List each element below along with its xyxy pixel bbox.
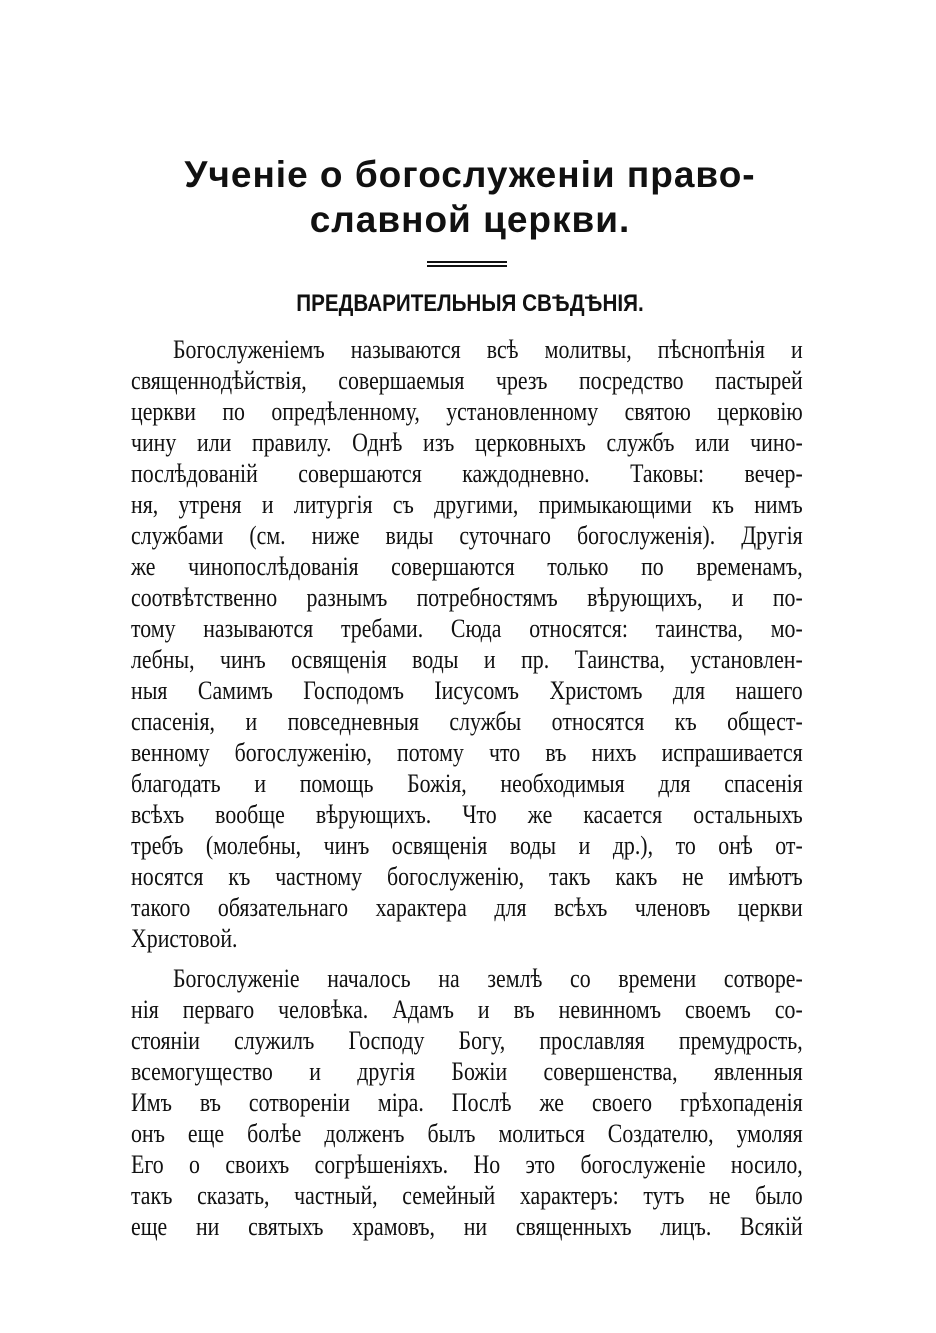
text-line: Его о своихъ согрѣшеніяхъ. Но это богослуженіе носило, xyxy=(131,1150,803,1179)
text-line: нія перваго человѣка. Адамъ и въ невинномъ своемъ со- xyxy=(131,995,803,1024)
text-line: ня, утреня и литургія съ другими, примыкающими къ нимъ xyxy=(131,490,803,519)
text-line: такого обязательнаго характера для всѣхъ членовъ церкви xyxy=(131,893,803,922)
text-line: тому называются требами. Сюда относятся: таинства, мо- xyxy=(131,614,803,643)
text-line: требъ (молебны, чинъ освященія воды и др.), то онѣ от- xyxy=(131,831,803,860)
text-line: всемогущество и другія Божіи совершенства, явленныя xyxy=(131,1057,803,1086)
text-line: послѣдованій совершаются каждодневно. Таковы: вечер- xyxy=(131,459,803,488)
text-line: такъ сказать, частный, семейный характеръ: тутъ не было xyxy=(131,1181,803,1210)
text-line: онъ еще болѣе долженъ былъ молиться Создателю, умоляя xyxy=(131,1119,803,1148)
text-line: службами (см. ниже виды суточнаго богослуженія). Другія xyxy=(131,521,803,550)
chapter-title-line-1: Ученіе о богослуженіи право- xyxy=(184,154,756,195)
text-line: еще ни святыхъ храмовъ, ни священныхъ лицъ. Всякій xyxy=(131,1212,803,1241)
text-line: соотвѣтственно разнымъ потребностямъ вѣрующихъ, и по- xyxy=(131,583,803,612)
text-line: чину или правилу. Однѣ изъ церковныхъ службъ или чино- xyxy=(131,428,803,457)
text-line: Имъ въ сотвореніи міра. Послѣ же своего грѣхопаденія xyxy=(131,1088,803,1117)
text-line: же чинопослѣдованія совершаются только по временамъ, xyxy=(131,552,803,581)
text-line: Богослуженіемъ называются всѣ молитвы, пѣснопѣнія и xyxy=(173,335,803,364)
text-line: стояніи служилъ Господу Богу, прославляя премудрость, xyxy=(131,1026,803,1055)
section-heading: ПРЕДВАРИТЕЛЬНЫЯ СВѢДѢНІЯ. xyxy=(296,290,644,317)
title-divider xyxy=(427,261,507,267)
text-line: Христовой. xyxy=(131,924,238,953)
text-line: спасенія, и повседневныя службы относятся къ общест- xyxy=(131,707,803,736)
text-line: носятся къ частному богослуженію, такъ какъ не имѣютъ xyxy=(131,862,803,891)
text-line: благодать и помощь Божія, необходимыя для спасенія xyxy=(131,769,803,798)
text-line: лебны, чинъ освященія воды и пр. Таинства, установлен- xyxy=(131,645,803,674)
text-line: венному богослуженію, потому что въ нихъ испрашивается xyxy=(131,738,803,767)
text-line: Богослуженіе началось на землѣ со времени сотворе- xyxy=(173,964,803,993)
text-line: церкви по опредѣленному, установленному святою церковію xyxy=(131,397,803,426)
text-line: ныя Самимъ Господомъ Іисусомъ Христомъ для нашего xyxy=(131,676,803,705)
text-line: священнодѣйствія, совершаемыя чрезъ посредство пастырей xyxy=(131,366,803,395)
text-line: всѣхъ вообще вѣрующихъ. Что же касается остальныхъ xyxy=(131,800,803,829)
chapter-title xyxy=(120,152,820,242)
chapter-title-line-2: славной церкви. xyxy=(309,199,631,240)
